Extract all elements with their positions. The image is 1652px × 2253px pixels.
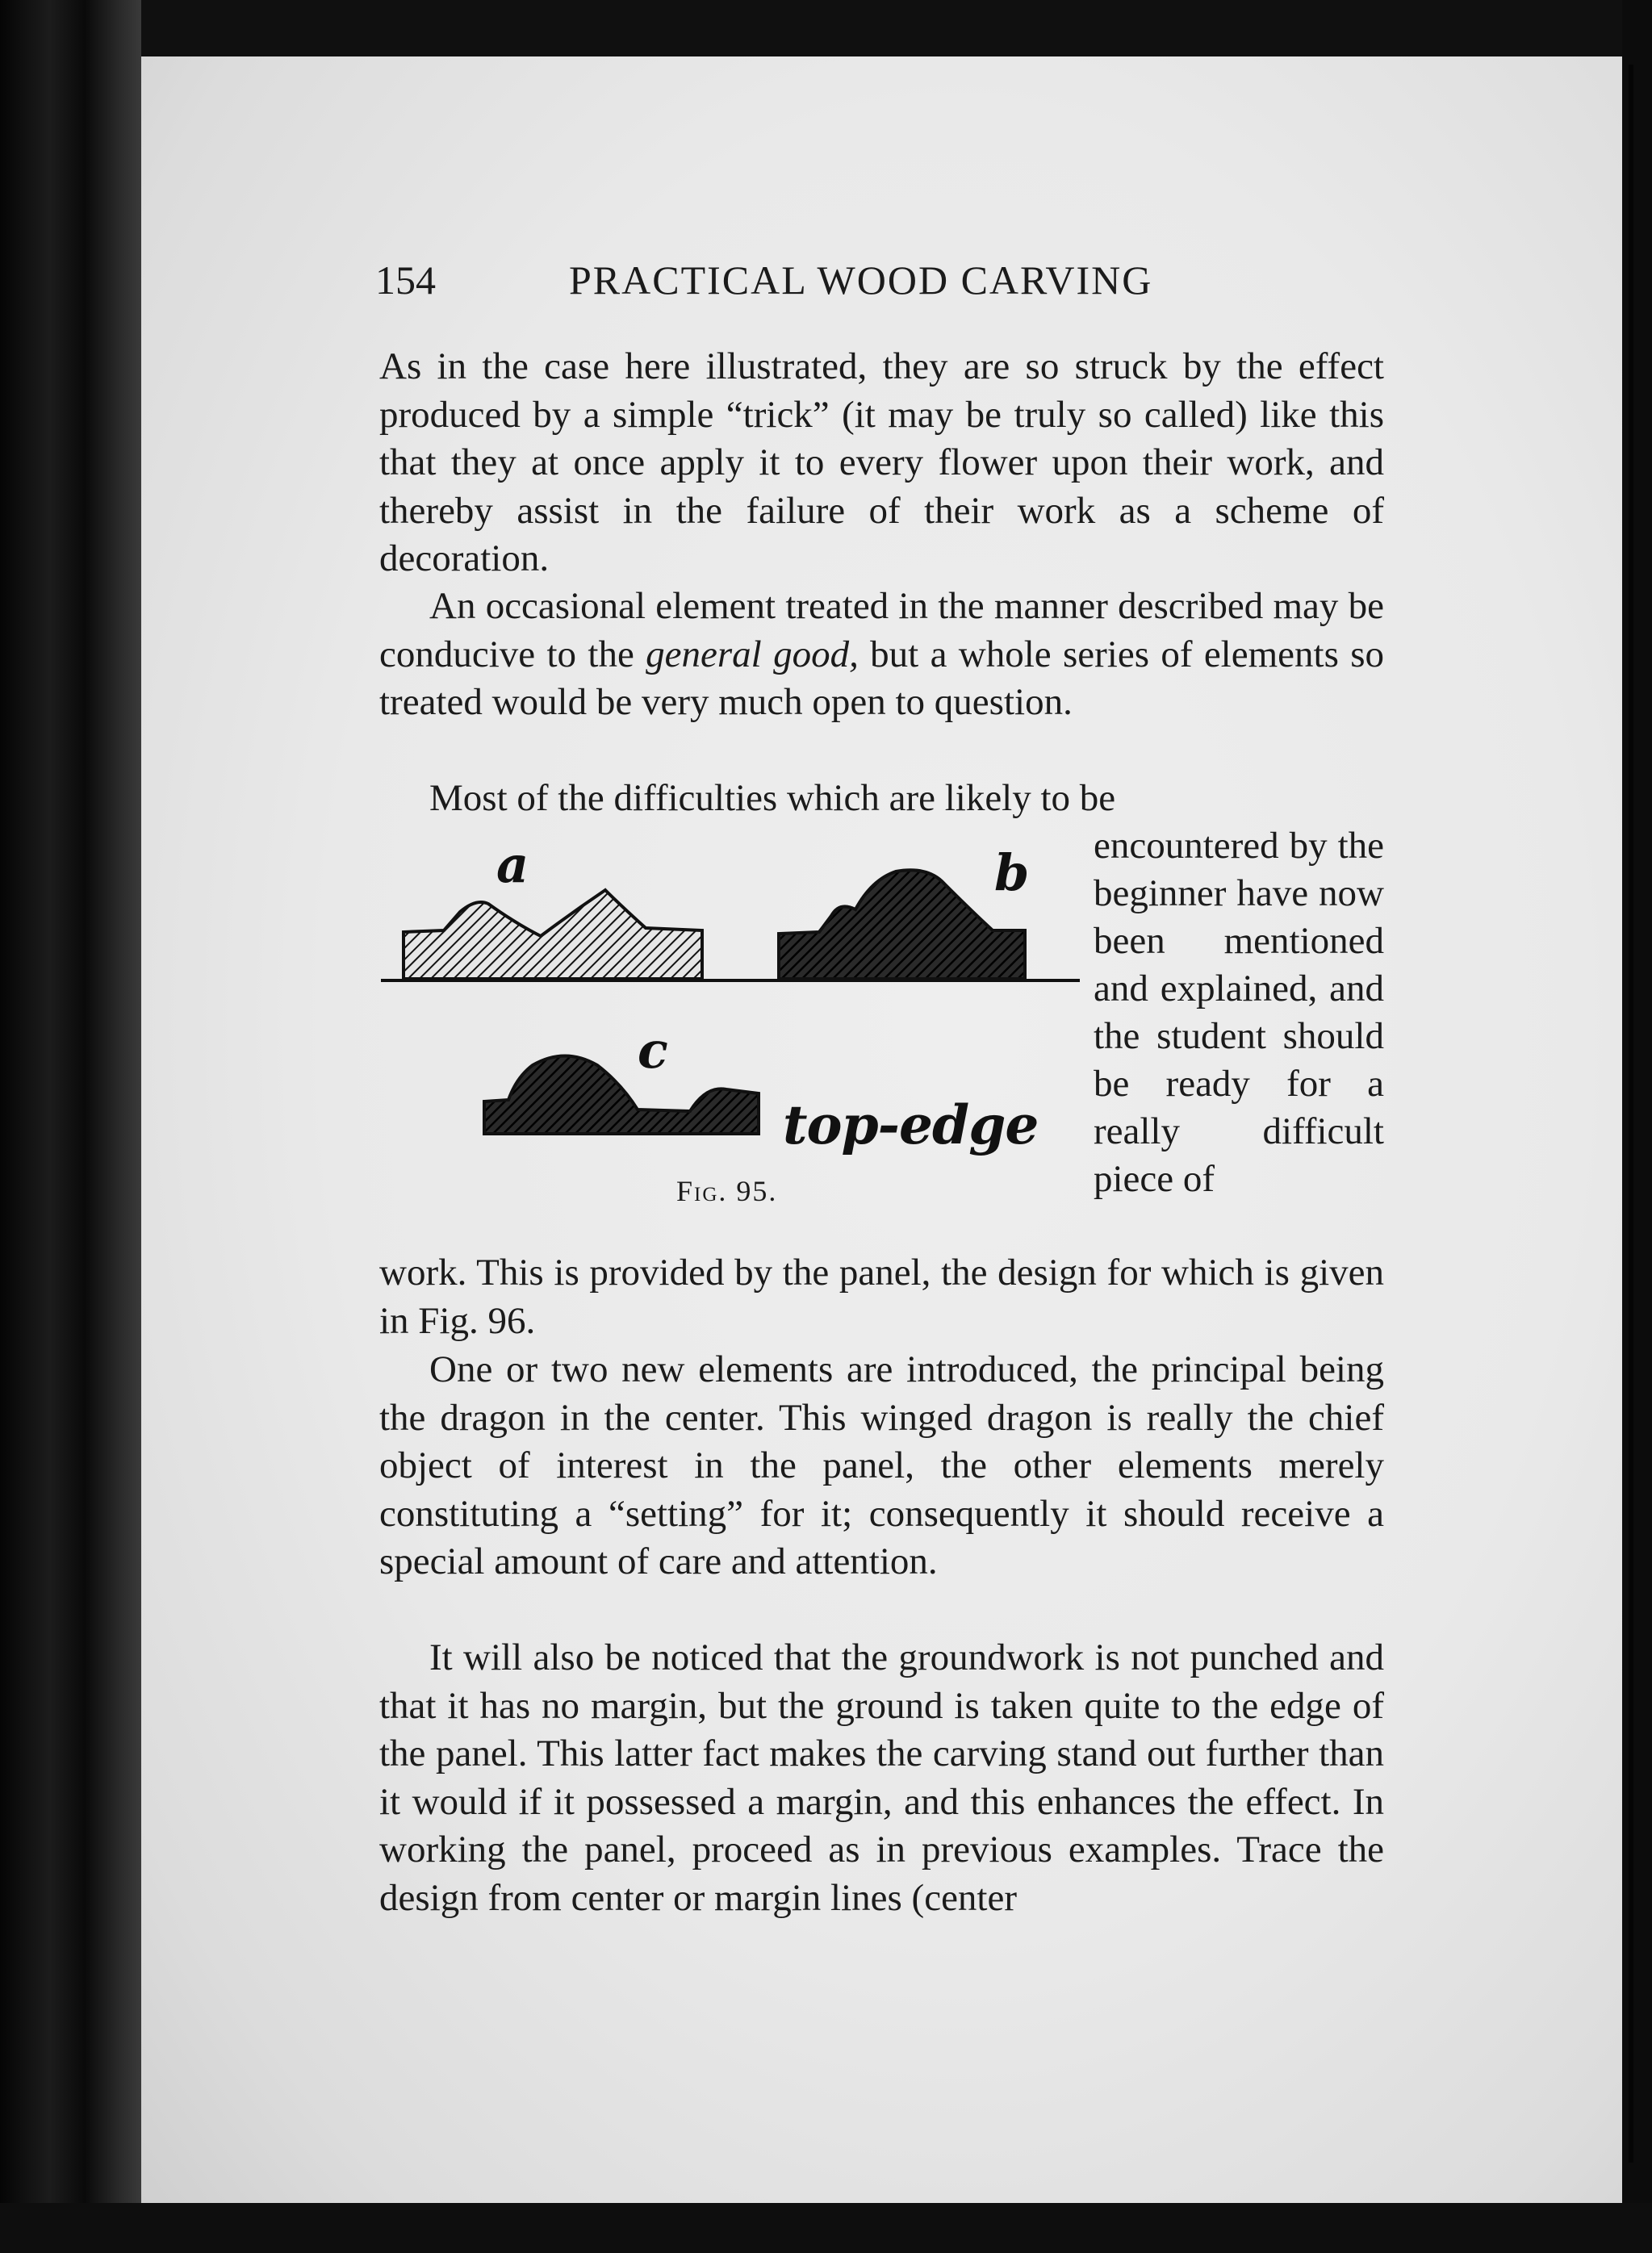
paragraph-3-first-line: Most of the difficulties which are likely to be xyxy=(429,777,1116,819)
figure-caption: Fig. 95. xyxy=(676,1175,778,1207)
label-top-edge: top-edge xyxy=(783,1093,1039,1156)
paragraph-3-side-column: encountered by the beginner have now been mentioned and explained, and the student should be ready for a really difficult piece of xyxy=(1094,825,1384,1200)
book-binding-shadow xyxy=(0,0,141,2253)
paragraph-2-text-a: An occasional element treated in the manner described may be conducive to the xyxy=(379,585,1384,675)
paragraph-5: It will also be noticed that the groundwork is not punched and that it has no margin, but the ground is taken quite to the edge of the panel. This latter fact makes the carving stand out further than it would if it possessed a margin, and this enhances the effect. In working the panel, proceed as in previous examples. Trace the design from center or margin lines (center xyxy=(379,1636,1384,1919)
emphasis-general-good: general good, xyxy=(646,633,859,675)
profile-a xyxy=(404,890,702,979)
label-a: a xyxy=(496,835,529,894)
running-title: PRACTICAL WOOD CARVING xyxy=(569,257,1153,303)
profile-b xyxy=(779,870,1025,979)
page-number: 154 xyxy=(375,257,436,303)
paragraph-2-text-b: but a whole series of elements so treated would be very much open to question. xyxy=(379,633,1385,723)
label-c: c xyxy=(638,1021,668,1080)
bottom-edge-shadow xyxy=(0,2203,1652,2253)
profile-c xyxy=(484,1056,759,1135)
label-b: b xyxy=(994,843,1030,902)
right-edge-shadow xyxy=(1622,0,1652,2253)
right-edge-line xyxy=(1629,65,1633,2163)
paragraph-3-continuation: work. This is provided by the panel, the design for which is given in Fig. 96. xyxy=(379,1252,1384,1342)
paragraph-1: As in the case here illustrated, they are so struck by the effect produced by a simple “trick” (it may be truly so called) like this that they at once apply it to every flower upon their work, and thereby assist in the failure of their work as a scheme of decoration. xyxy=(379,345,1384,579)
paragraph-4: One or two new elements are introduced, the principal being the dragon in the center. This winged dragon is really the chief object of interest in the panel, the other elements merely constituting a “setting” for it; consequently it should receive a special amount of care and attention. xyxy=(379,1348,1384,1582)
paragraph-2 xyxy=(379,583,1384,727)
figure-95 xyxy=(379,835,1081,1239)
